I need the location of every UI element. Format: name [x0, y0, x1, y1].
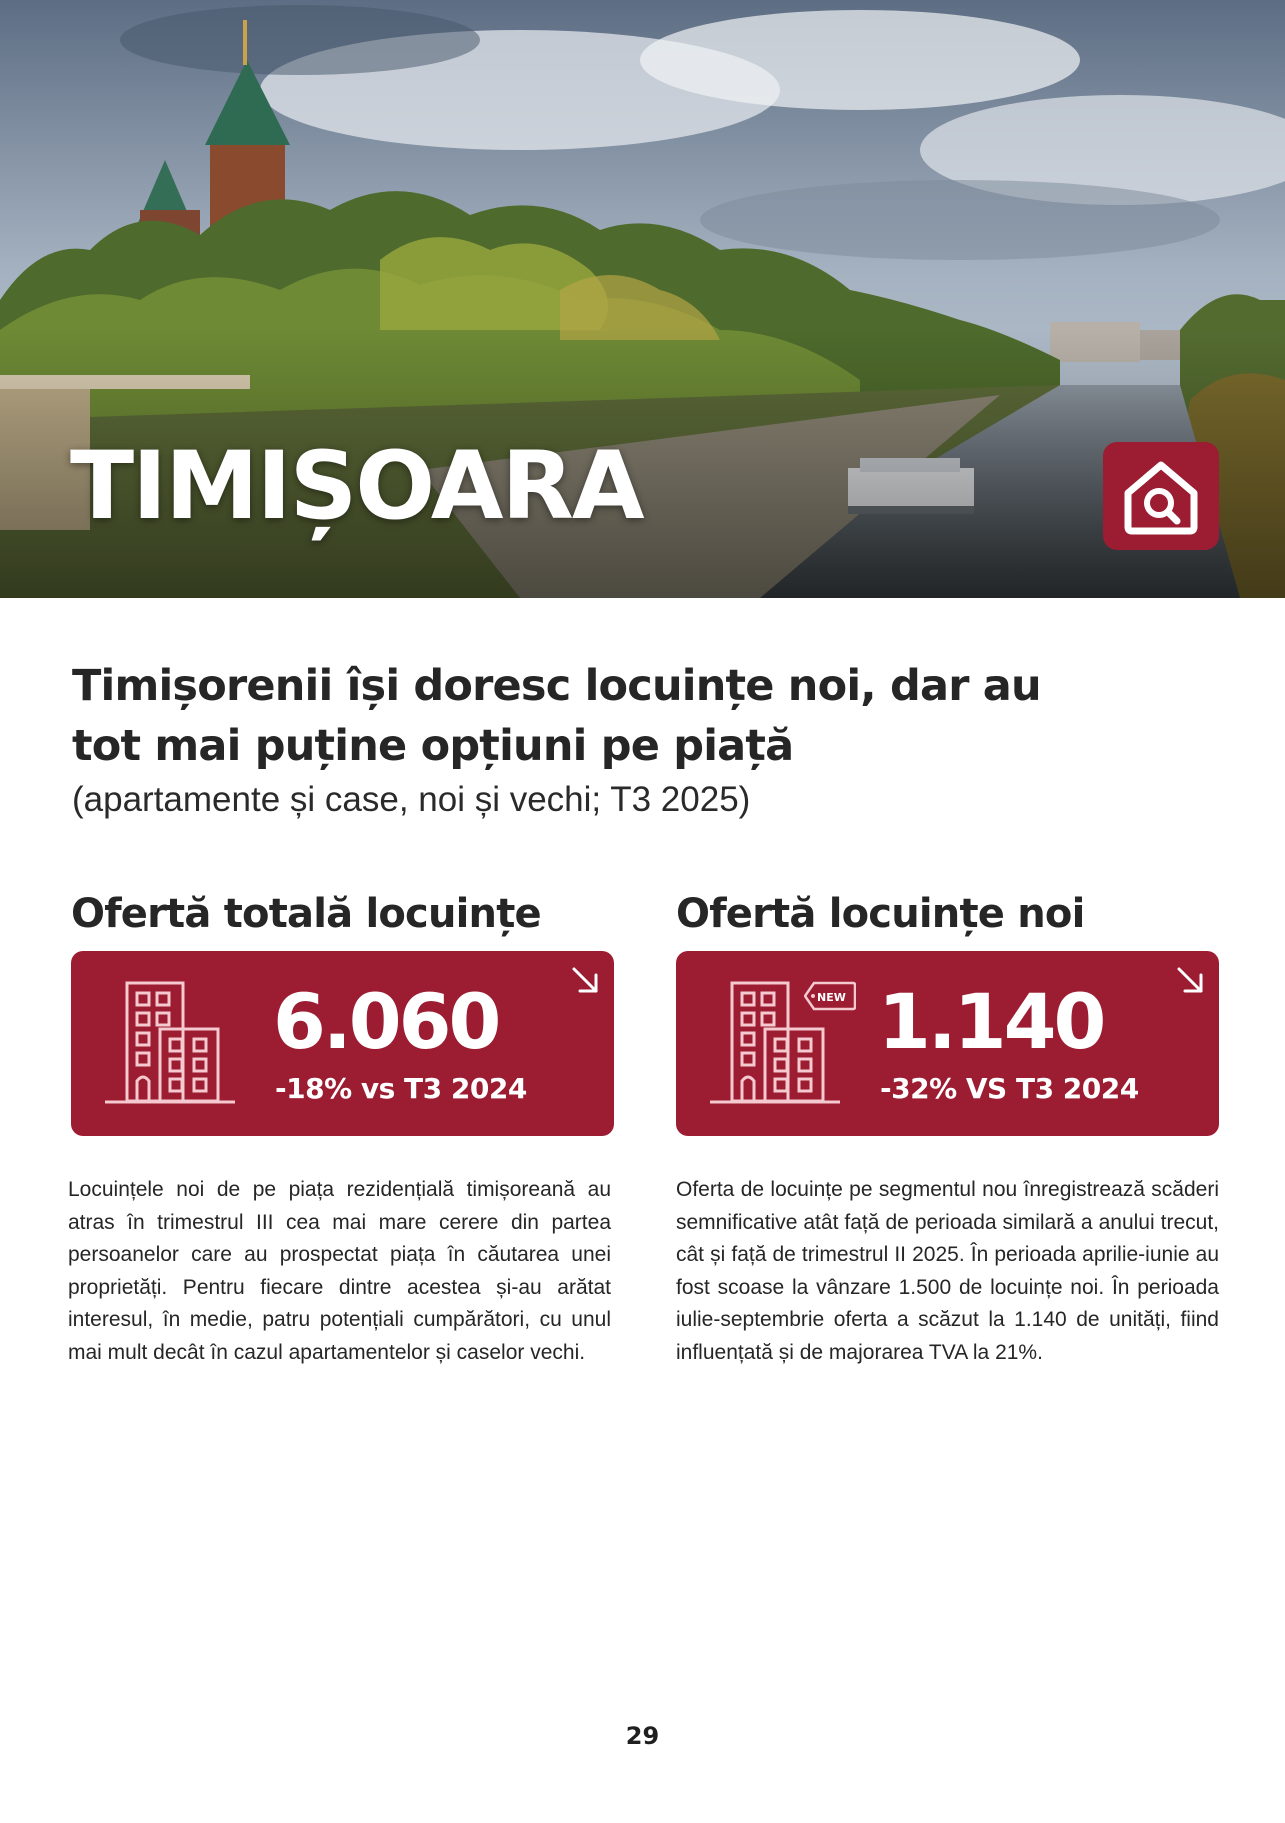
new-tag-icon — [804, 981, 856, 1011]
total-offer-text: Locuințele noi de pe piața rezidențială timișoreană au atras în trimestrul III cea mai mare cerere din partea persoanelor care au prospectat piața în căutarea unei proprietăți. Pentru fiecare dintre acestea și-au arătat interesul, în medie, patru potențiali cumpărători, cu unul mai mult decât în cazul apartamentelor și caselor vechi. — [68, 1178, 611, 1364]
total-offer-title: Ofertă totală locuințe — [71, 891, 541, 937]
page-number: 29 — [625, 1722, 660, 1750]
new-offer-value: 1.140 — [878, 977, 1104, 1066]
headline-line-2: tot mai puține opțiuni pe piață — [72, 721, 794, 771]
total-offer-change: -18% vs T3 2024 — [275, 1072, 527, 1105]
new-offer-title: Ofertă locuințe noi — [676, 891, 1085, 937]
buildings-icon — [105, 981, 235, 1106]
house-search-icon — [1118, 453, 1204, 539]
hero-banner — [0, 0, 1285, 598]
new-tag-label: NEW — [817, 991, 846, 1004]
headline-line-1: Timișorenii își doresc locuințe noi, dar au — [72, 661, 1041, 711]
subheadline: (apartamente și case, noi și vechi; T3 2025) — [72, 780, 751, 819]
arrow-down-right-icon — [568, 963, 604, 999]
new-offer-card — [676, 951, 1219, 1136]
arrow-down-right-icon — [1173, 963, 1209, 999]
city-title: TIMIȘOARA — [70, 432, 643, 541]
total-offer-card — [71, 951, 614, 1136]
new-offer-change: -32% VS T3 2024 — [880, 1072, 1139, 1105]
house-search-badge — [1103, 442, 1219, 550]
total-offer-value: 6.060 — [273, 977, 499, 1066]
new-offer-text: Oferta de locuințe pe segmentul nou înregistrează scăderi semnificative atât față de perioada similară a anului trecut, cât și față de trimestrul II 2025. În perioada aprilie-iunie au fost scoase la vânzare 1.500 de locuințe noi. În perioada iulie-septembrie oferta a scăzut la 1.140 de unități, fiind influențată și de majorarea TVA la 21%. — [676, 1178, 1219, 1364]
headline — [72, 656, 1212, 776]
